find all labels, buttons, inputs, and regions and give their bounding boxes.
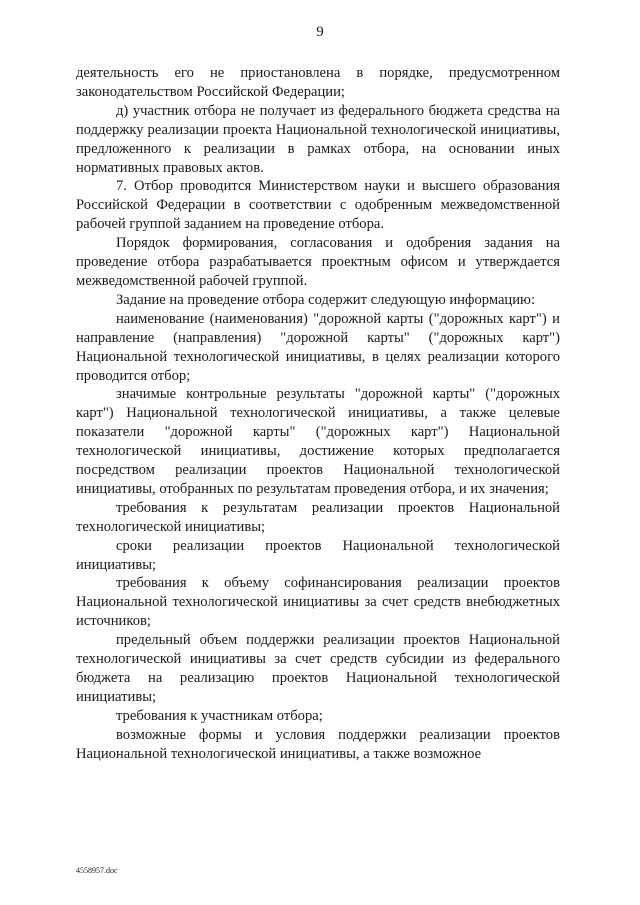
paragraph: возможные формы и условия поддержки реализации проектов Национальной технологической инициативы, а также возможное [76,726,560,762]
document-body [76,64,560,764]
paragraph: наименование (наименования) "дорожной карты ("дорожных карт") и направление (направления) "дорожной карты" ("дорожных карт") Национальной технологической инициативы, в целях реализации которого проводится отбор; [76,310,560,384]
page-number: 9 [316,24,324,40]
paragraph: деятельность его не приостановлена в порядке, предусмотренном законодательством Российской Федерации; [76,65,560,100]
document-code: 4558957.doc [76,866,118,875]
paragraph: значимые контрольные результаты "дорожной карты" ("дорожных карт") Национальной технологической инициативы, а также целевые показатели "дорожной карты" ("дорожных карт") Национальной технологической инициативы, достижение которых предполагается посредством реализации проектов Национальной технологической инициативы, отобранных по результатам проведения отбора, и их значения; [76,386,560,497]
paragraph: Задание на проведение отбора содержит следующую информацию: [116,291,536,308]
paragraph: Порядок формирования, согласования и одобрения задания на проведение отбора разрабатывается проектным офисом и утверждается межведомственной рабочей группой. [76,235,560,289]
paragraph: требования к объему софинансирования реализации проектов Национальной технологической инициативы за счет средств внебюджетных источников; [76,575,560,630]
paragraph: д) участник отбора не получает из федерального бюджета средства на поддержку реализации проекта Национальной технологической инициативы, предложенного к реализации в рамках отбора, на основании иных нормативных правовых актов. [76,102,560,176]
paragraph: предельный объем поддержки реализации проектов Национальной технологической инициативы за счет средств субсидии из федерального бюджета на реализацию проектов Национальной технологической инициативы; [76,632,560,705]
paragraph: сроки реализации проектов Национальной технологической инициативы; [76,537,560,573]
paragraph: требования к участникам отбора; [116,707,323,724]
paragraph: 7. Отбор проводится Министерством науки и высшего образования Российской Федерации в соответствии с одобренным межведомственной рабочей группой заданием на проведение отбора. [76,178,560,233]
paragraph: требования к результатам реализации проектов Национальной технологической инициативы; [76,499,560,535]
